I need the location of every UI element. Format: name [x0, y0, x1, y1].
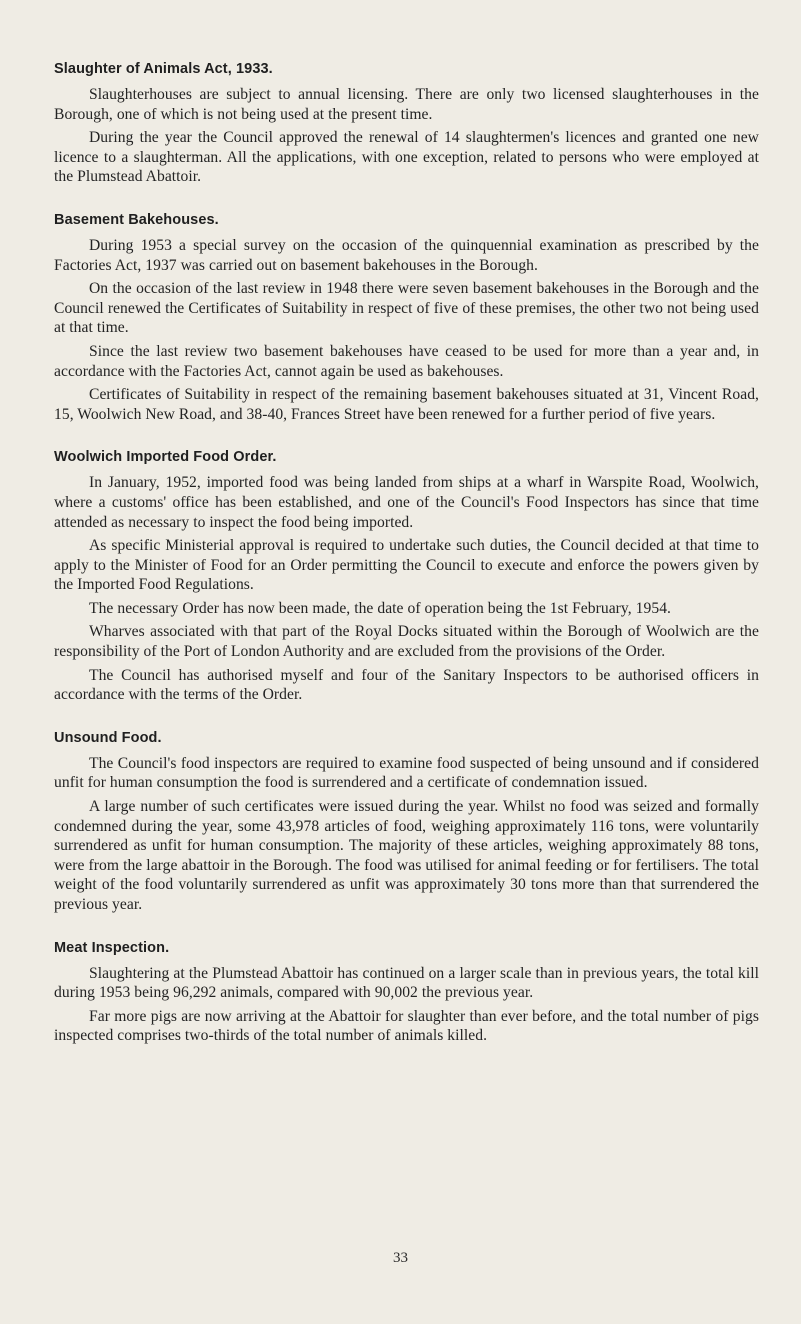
paragraph: During the year the Council approved the renewal of 14 slaughtermen's licences and granted one new licence to a slaughterman. All the applications, with one exception, related to persons who were employed at the Plumstead Abattoir.	[54, 129, 759, 186]
paragraph: The Council has authorised myself and four of the Sanitary Inspectors to be authorised officers in accordance with the terms of the Order.	[54, 666, 759, 704]
section-basement-bakehouses	[54, 211, 759, 424]
paragraph: The Council's food inspectors are required to examine food suspected of being unsound and if considered unfit for human consumption the food is surrendered and a certificate of condemnation issued.	[54, 754, 759, 792]
section-heading: Slaughter of Animals Act, 1933.	[54, 61, 273, 77]
paragraph: Slaughterhouses are subject to annual licensing. There are only two licensed slaughterhouses in the Borough, one of which is not being used at the present time.	[54, 86, 759, 123]
document-page	[54, 60, 759, 1070]
paragraph: Slaughtering at the Plumstead Abattoir has continued on a larger scale than in previous years, the total kill during 1953 being 96,292 animals, compared with 90,002 the previous year.	[54, 964, 759, 1002]
paragraph: Wharves associated with that part of the Royal Docks situated within the Borough of Woolwich are the responsibility of the Port of London Authority and are excluded from the provisions of the Order.	[54, 623, 759, 661]
page-number: 33	[393, 1250, 408, 1266]
section-slaughter-of-animals	[54, 60, 759, 187]
section-heading: Woolwich Imported Food Order.	[54, 449, 277, 466]
paragraph: In January, 1952, imported food was being landed from ships at a wharf in Warspite Road, Woolwich, where a customs' office has been established, and one of the Council's Food Inspectors has since that time attended as necessary to inspect the food being imported.	[54, 474, 759, 531]
paragraph: Certificates of Suitability in respect of the remaining basement bakehouses situated at 31, Vincent Road, 15, Woolwich New Road, and 38-40, Frances Street have been renewed for a further period of five years.	[54, 386, 759, 423]
paragraph: During 1953 a special survey on the occasion of the quinquennial examination as prescribed by the Factories Act, 1937 was carried out on basement bakehouses in the Borough.	[54, 236, 759, 274]
paragraph: As specific Ministerial approval is required to undertake such duties, the Council decided at that time to apply to the Minister of Food for an Order permitting the Council to execute and enforce the powers given by the Imported Food Regulations.	[54, 537, 759, 594]
section-heading: Meat Inspection.	[54, 939, 170, 956]
section-unsound-food	[54, 729, 759, 915]
paragraph: Far more pigs are now arriving at the Abattoir for slaughter than ever before, and the total number of pigs inspected comprises two-thirds of the total number of animals killed.	[54, 1007, 759, 1045]
paragraph: Since the last review two basement bakehouses have ceased to be used for more than a year and, in accordance with the Factories Act, cannot again be used as bakehouses.	[54, 342, 759, 380]
section-heading: Unsound Food.	[54, 729, 162, 746]
section-meat-inspection	[54, 939, 759, 1046]
paragraph: The necessary Order has now been made, the date of operation being the 1st February, 1954.	[89, 599, 671, 617]
paragraph: On the occasion of the last review in 1948 there were seven basement bakehouses in the Borough and the Council renewed the Certificates of Suitability in respect of five of these premises, the other two not being used at that time.	[54, 280, 759, 337]
section-heading: Basement Bakehouses.	[54, 211, 219, 228]
paragraph: A large number of such certificates were issued during the year. Whilst no food was seized and formally condemned during the year, some 43,978 articles of food, weighing approximately 116 tons, were voluntarily surrendered as unfit for human consumption. The majority of these articles, weighing approximately 88 tons, were from the large abattoir in the Borough. The food was utilised for animal feeding or for fertilisers. The total weight of the food voluntarily surrendered as unfit was approximately 30 tons more than that surrendered the previous year.	[54, 798, 759, 913]
section-woolwich-imported-food-order	[54, 448, 759, 705]
